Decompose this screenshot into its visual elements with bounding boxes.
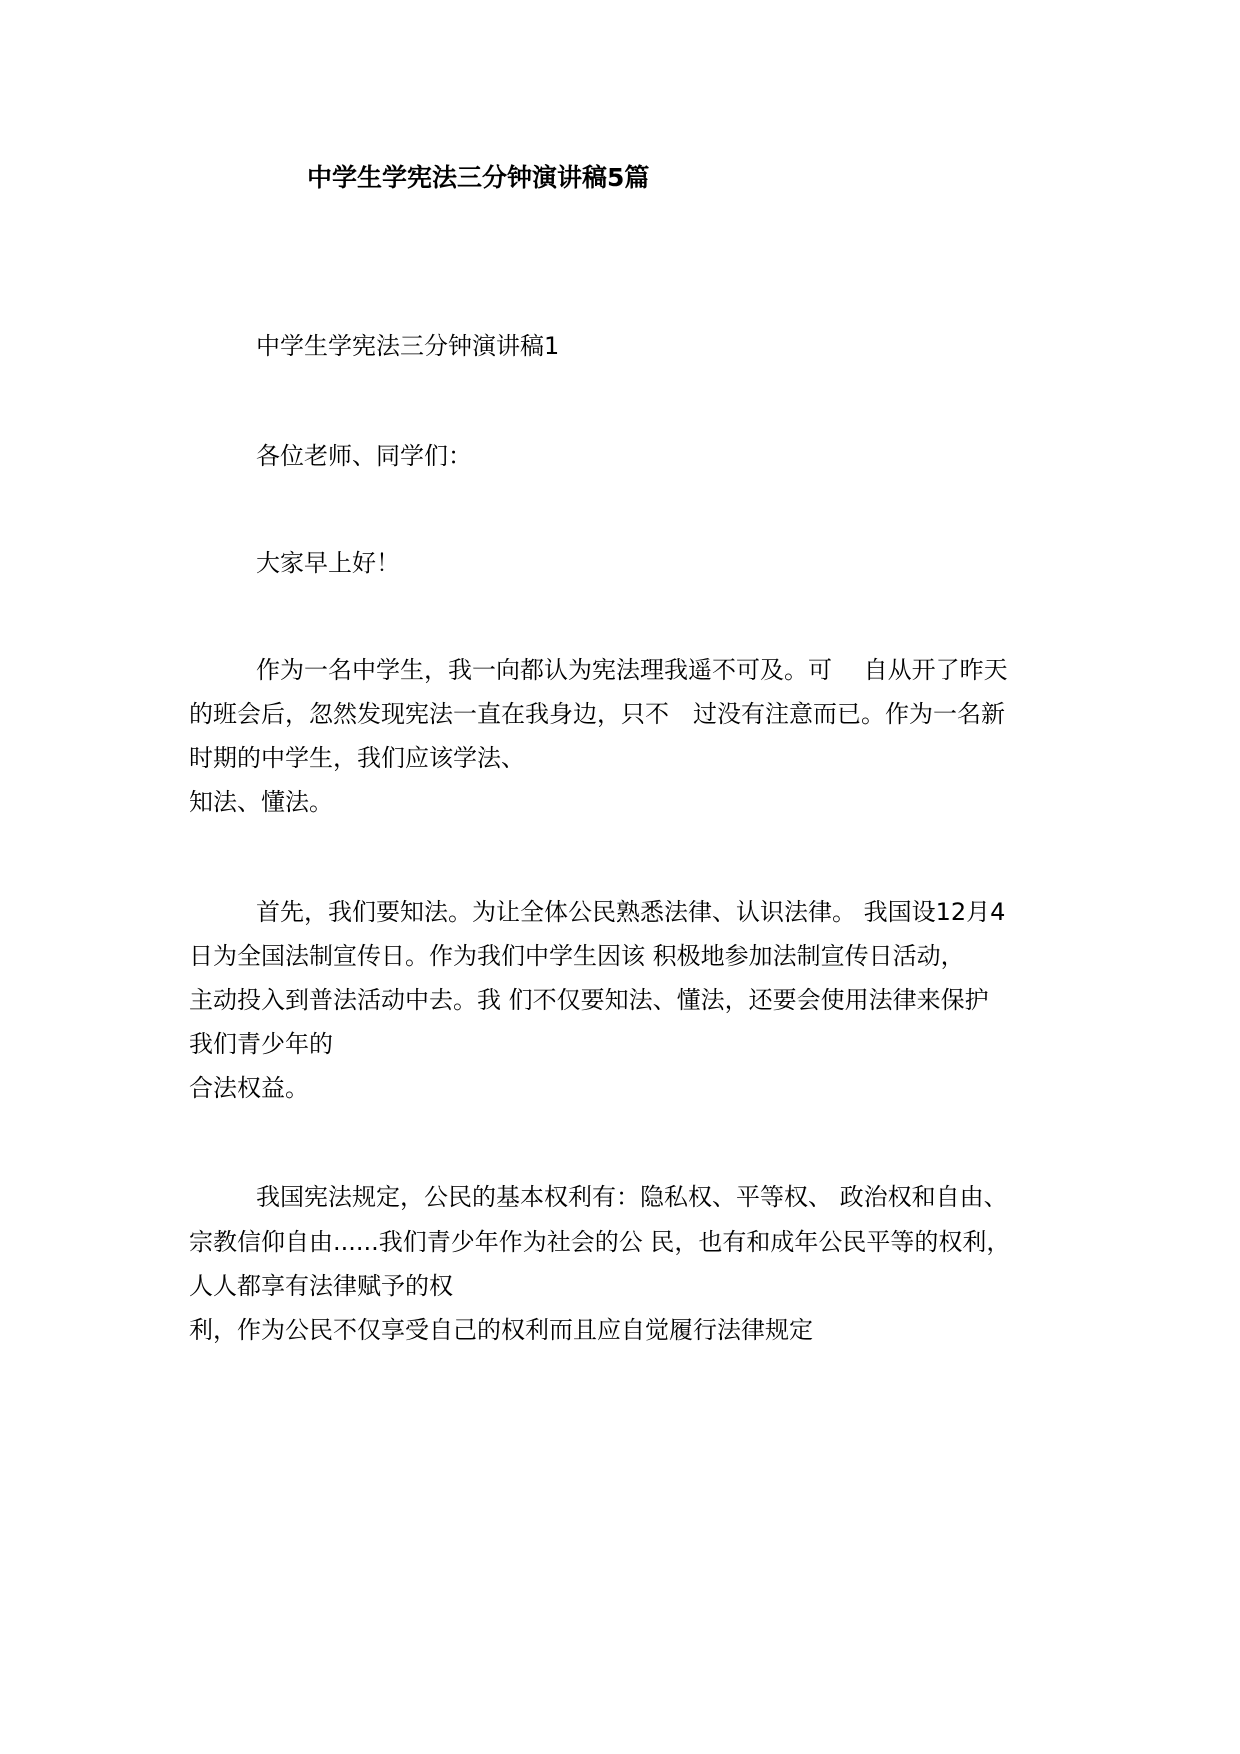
greeting: 大家早上好！ (256, 549, 400, 577)
paragraph-line: 日为全国法制宣传日。作为我们中学生因该 积极地参加法制宣传日活动， (189, 942, 965, 970)
paragraph-line: 合法权益。 (189, 1074, 309, 1102)
section-heading: 中学生学宪法三分钟演讲稿1 (256, 332, 560, 360)
paragraph-line: 我们青少年的 (189, 1030, 333, 1058)
paragraph-line: 时期的中学生，我们应该学法、 (189, 744, 525, 772)
paragraph-line: 利，作为公民不仅享受自己的权利而且应自觉履行法律规定 (189, 1316, 813, 1344)
paragraph-line: 我国宪法规定，公民的基本权利有：隐私权、平等权、 政治权和自由、 (256, 1183, 1008, 1211)
paragraph-line: 人人都享有法律赋予的权 (189, 1272, 453, 1300)
paragraph-line: 主动投入到普法活动中去。我 们不仅要知法、懂法，还要会使用法律来保护 (189, 986, 989, 1014)
salutation: 各位老师、同学们： (256, 442, 472, 470)
paragraph-line: 作为一名中学生，我一向都认为宪法理我遥不可及。可 自从开了昨天 (256, 656, 1008, 684)
paragraph-line: 的班会后，忽然发现宪法一直在我身边，只不 过没有注意而已。作为一名新 (189, 700, 1005, 728)
document-title: 中学生学宪法三分钟演讲稿5篇 (307, 163, 650, 192)
paragraph-line: 知法、懂法。 (189, 788, 333, 816)
paragraph-line: 首先，我们要知法。为让全体公民熟悉法律、认识法律。 我国设12月4 (256, 898, 1006, 926)
paragraph-line: 宗教信仰自由......我们青少年作为社会的公 民，也有和成年公民平等的权利， (189, 1228, 1011, 1256)
